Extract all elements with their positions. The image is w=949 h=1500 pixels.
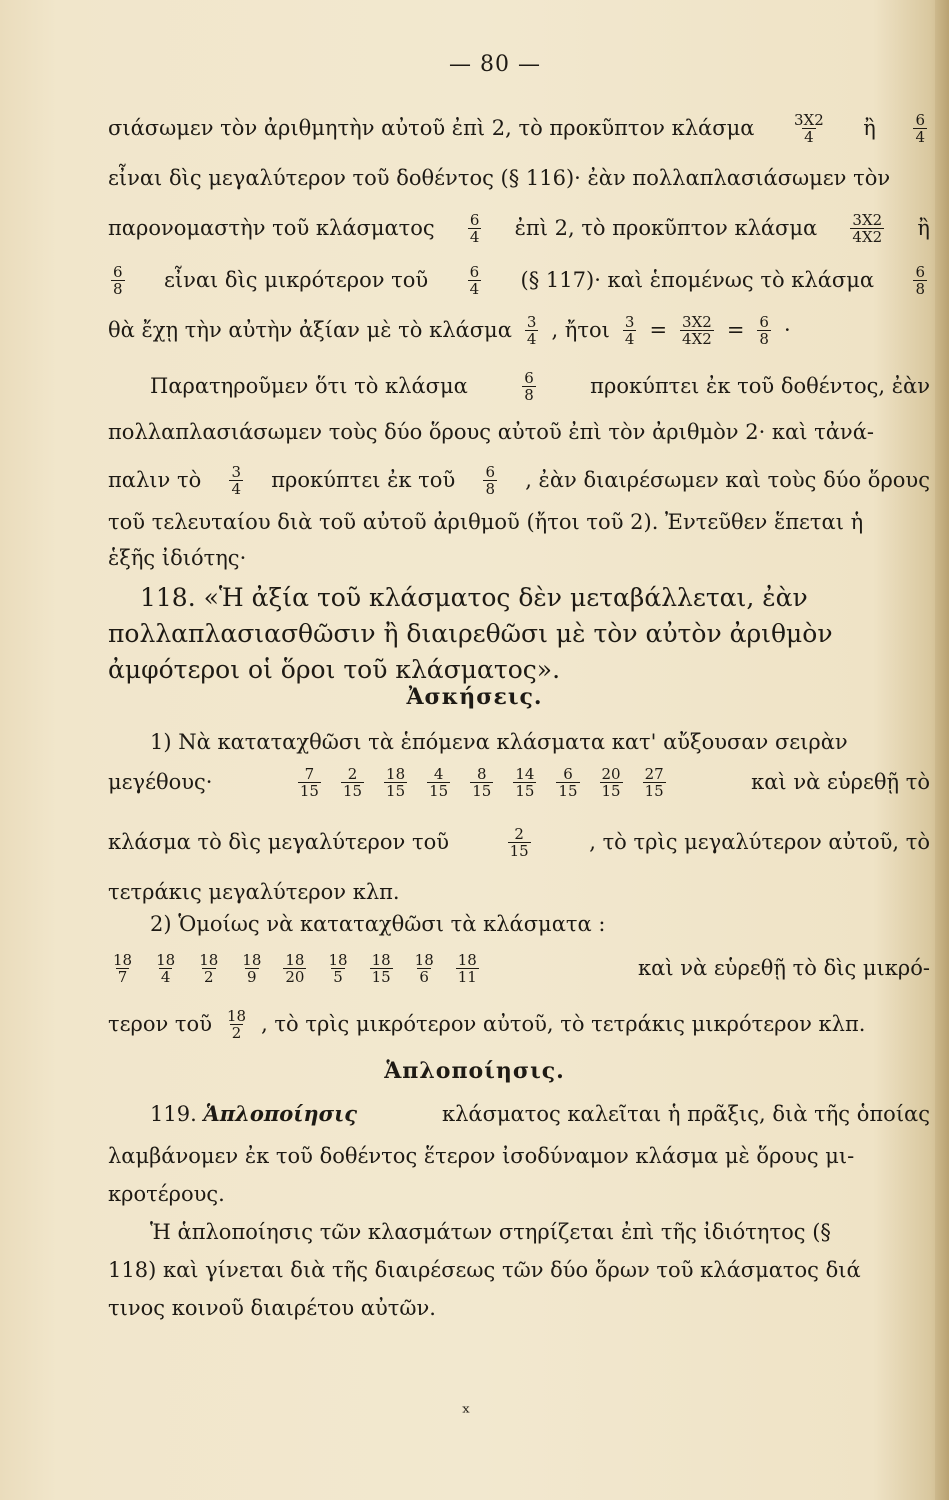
text-line: τερον τοῦ $\frac{18}{2}$ , τὸ τρὶς μικρότερον αὐτοῦ, τὸ τετράκις μικρότερον κλπ.	[108, 1006, 866, 1042]
text-line: κροτέρους.	[108, 1182, 225, 1206]
fraction: $\frac{3X2}{4X2}$	[682, 312, 712, 348]
fraction: $\frac{6}{8}$	[485, 462, 495, 498]
text-line: σιάσωμεν τὸν ἀριθμητὴν αὐτοῦ ἐπὶ 2, τὸ προκῦπτον κλάσμα $\frac{3X2}{4}$ ἢ $\frac{6}{4}$	[108, 110, 925, 146]
text-line: κλάσμα τὸ δὶς μεγαλύτερον τοῦ $\frac{2}{15}$ , τὸ τρὶς μεγαλύτερον αὐτοῦ, τὸ	[108, 824, 930, 860]
fraction: $\frac{4}{15}$	[429, 764, 449, 800]
fraction: $\frac{20}{15}$	[601, 764, 621, 800]
rule-statement: 118. «Ἡ ἀξία τοῦ κλάσματος δὲν μεταβάλλεται, ἐὰν	[140, 583, 808, 612]
text-line: μεγέθους· $\frac{7}{15}$ $\frac{2}{15}$ $\frac{18}{15}$ $\frac{4}{15}$ $\frac{8}{15}$ $\frac{14}{15}$ $\frac{6}{15}$ $\frac{20}{15}$ $\frac{27}{15}$ καὶ νὰ εὑρεθῇ τὸ	[108, 764, 930, 800]
fraction: $\frac{6}{8}$	[915, 262, 925, 298]
fraction: $\frac{2}{15}$	[509, 824, 529, 860]
fraction: $\frac{7}{15}$	[299, 764, 319, 800]
text-line: παλιν τὸ $\frac{3}{4}$ προκύπτει ἐκ τοῦ $\frac{6}{8}$ , ἐὰν διαιρέσωμεν καὶ τοὺς δύο ὅρους	[108, 462, 930, 498]
page-edge-shadow	[935, 0, 949, 1500]
text-line: λαμβάνομεν ἐκ τοῦ δοθέντος ἕτερον ἰσοδύναμον κλάσμα μὲ ὅρους μι-	[108, 1144, 855, 1168]
text-line: 2) Ὁμοίως νὰ καταταχθῶσι τὰ κλάσματα :	[150, 912, 606, 936]
fraction: $\frac{6}{4}$	[469, 210, 480, 246]
fraction: $\frac{6}{4}$	[469, 262, 480, 298]
fraction: $\frac{18}{9}$	[242, 950, 262, 986]
fraction: $\frac{2}{15}$	[342, 764, 363, 800]
text-line: ἑξῆς ἰδιότης·	[108, 546, 247, 570]
fraction: $\frac{18}{15}$	[371, 950, 391, 986]
defined-term: Ἁπλοποίησις	[203, 1101, 358, 1126]
text-line: Παρατηροῦμεν ὅτι τὸ κλάσμα $\frac{6}{8}$ προκύπτει ἐκ τοῦ δοθέντος, ἐὰν	[150, 368, 930, 404]
fraction-sequence-2	[108, 952, 482, 985]
fraction: $\frac{14}{15}$	[515, 764, 535, 800]
fraction: $\frac{6}{15}$	[558, 764, 578, 800]
fraction: $\frac{3X2}{4}$	[793, 110, 824, 146]
fraction: $\frac{6}{4}$	[915, 110, 925, 146]
fraction: $\frac{18}{2}$	[199, 950, 219, 986]
fraction: $\frac{3}{4}$	[624, 312, 635, 348]
fraction: $\frac{18}{20}$	[285, 950, 305, 986]
fraction: $\frac{18}{6}$	[414, 950, 434, 986]
fraction: $\frac{18}{7}$	[113, 950, 133, 986]
text-line: 119. Ἁπλοποίησις κλάσματος καλεῖται ἡ πρᾶξις, διὰ τῆς ὁποίας	[150, 1101, 930, 1126]
text-line: $\frac{6}{8}$ εἶναι δὶς μικρότερον τοῦ $\frac{6}{4}$ (§ 117)· καὶ ἑπομένως τὸ κλάσμα $\frac{6}{8}$	[113, 262, 925, 298]
fraction: $\frac{27}{15}$	[644, 764, 664, 800]
fraction: $\frac{3}{4}$	[526, 312, 537, 348]
fraction: $\frac{8}{15}$	[472, 764, 492, 800]
fraction: $\frac{18}{2}$	[226, 1006, 247, 1042]
text-line: τινος κοινοῦ διαιρέτου αὐτῶν.	[108, 1296, 436, 1320]
fraction: $\frac{18}{5}$	[328, 950, 348, 986]
section-heading-simplification: Ἁπλοποίησις.	[384, 1058, 565, 1084]
footer-mark: ˣ	[462, 1400, 471, 1424]
fraction: $\frac{18}{15}$	[386, 764, 406, 800]
section-heading-exercises: Ἀσκήσεις.	[406, 684, 543, 710]
fraction: $\frac{18}{11}$	[457, 950, 477, 986]
fraction: $\frac{6}{8}$	[759, 312, 769, 348]
text-line: παρονομαστὴν τοῦ κλάσματος $\frac{6}{4}$ ἐπὶ 2, τὸ προκῦπτον κλάσμα $\frac{3X2}{4X2}$ ἢ	[108, 210, 930, 246]
rule-statement: πολλαπλασιασθῶσιν ἢ διαιρεθῶσι μὲ τὸν αὐτὸν ἀριθμὸν	[108, 619, 833, 648]
text-line: 1) Νὰ καταταχθῶσι τὰ ἑπόμενα κλάσματα κατ' αὔξουσαν σειρὰν	[150, 730, 848, 754]
text-line: εἶναι δὶς μεγαλύτερον τοῦ δοθέντος (§ 116)· ἐὰν πολλαπλασιάσωμεν τὸν	[108, 166, 891, 190]
text-line: 118) καὶ γίνεται διὰ τῆς διαιρέσεως τῶν δύο ὅρων τοῦ κλάσματος διά	[108, 1258, 861, 1282]
text-line: τετράκις μεγαλύτερον κλπ.	[108, 880, 400, 904]
text-line: πολλαπλασιάσωμεν τοὺς δύο ὅρους αὐτοῦ ἐπὶ τὸν ἀριθμὸν 2· καὶ τἀνά-	[108, 420, 874, 444]
fraction: $\frac{6}{8}$	[524, 368, 534, 404]
text-line: $\frac{18}{7}$ $\frac{18}{4}$ $\frac{18}{2}$ $\frac{18}{9}$ $\frac{18}{20}$ $\frac{18}{5}$ $\frac{18}{15}$ $\frac{18}{6}$ $\frac{18}{11}$ καὶ νὰ εὑρεθῇ τὸ δὶς μικρό-	[108, 950, 930, 986]
page-number: — 80 —	[449, 52, 541, 77]
fraction: $\frac{6}{8}$	[113, 262, 123, 298]
fraction: $\frac{3}{4}$	[231, 462, 241, 498]
text-line: τοῦ τελευταίου διὰ τοῦ αὐτοῦ ἀριθμοῦ (ἤτοι τοῦ 2). Ἐντεῦθεν ἕπεται ἡ	[108, 510, 864, 534]
text-line: θὰ ἔχῃ τὴν αὐτὴν ἀξίαν μὲ τὸ κλάσμα $\frac{3}{4}$ , ἤτοι $\frac{3}{4}$ = $\frac{3X2}{4X2}$ = $\frac{6}{8}$ ·	[108, 312, 791, 348]
fraction: $\frac{18}{4}$	[156, 950, 176, 986]
fraction: $\frac{3X2}{4X2}$	[852, 210, 883, 246]
text-line: Ἡ ἁπλοποίησις τῶν κλασμάτων στηρίζεται ἐπὶ τῆς ἰδιότητος (§	[150, 1220, 831, 1244]
fraction-sequence-1	[295, 766, 669, 799]
rule-statement: ἀμφότεροι οἱ ὅροι τοῦ κλάσματος».	[108, 655, 561, 684]
